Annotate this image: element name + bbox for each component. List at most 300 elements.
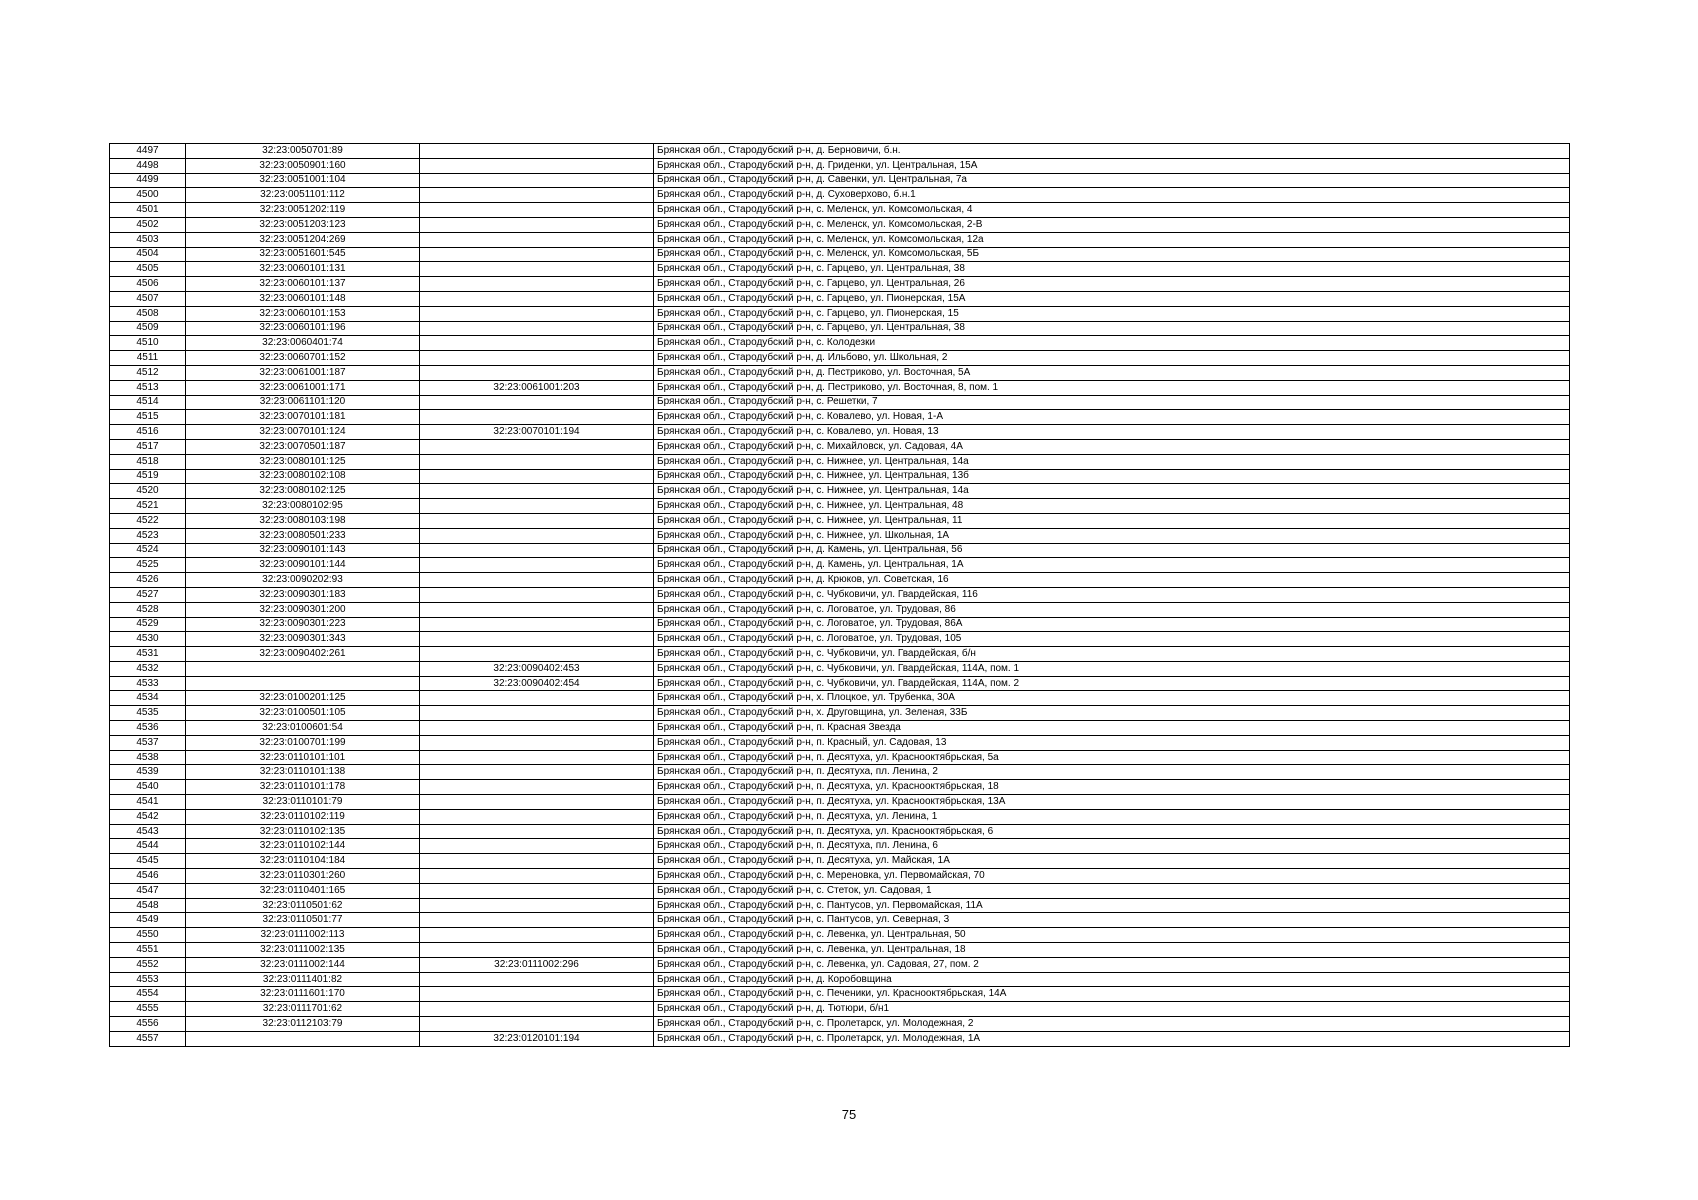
address-cell: Брянская обл., Стародубский р-н, х. Плоцкое, ул. Трубенка, 30А	[654, 691, 1570, 706]
cadastral-number-cell: 32:23:0060701:152	[186, 351, 420, 366]
address-cell: Брянская обл., Стародубский р-н, с. Чубковичи, ул. Гвардейская, б/н	[654, 647, 1570, 662]
sub-object-number-cell	[420, 543, 654, 558]
address-cell: Брянская обл., Стародубский р-н, с. Нижнее, ул. Центральная, 13б	[654, 469, 1570, 484]
row-number-cell: 4517	[110, 439, 186, 454]
address-cell: Брянская обл., Стародубский р-н, с. Печеники, ул. Краснооктябрьская, 14А	[654, 987, 1570, 1002]
table-row	[110, 602, 1570, 617]
sub-object-number-cell	[420, 321, 654, 336]
sub-object-number-cell	[420, 173, 654, 188]
sub-object-number-cell	[420, 351, 654, 366]
row-number-cell: 4528	[110, 602, 186, 617]
sub-object-number-cell	[420, 691, 654, 706]
sub-object-number-cell	[420, 1017, 654, 1032]
cadastral-number-cell: 32:23:0110102:135	[186, 824, 420, 839]
row-number-cell: 4531	[110, 647, 186, 662]
cadastral-number-cell: 32:23:0090202:93	[186, 573, 420, 588]
cadastral-number-cell: 32:23:0051001:104	[186, 173, 420, 188]
row-number-cell: 4544	[110, 839, 186, 854]
table-row	[110, 306, 1570, 321]
table-row	[110, 454, 1570, 469]
sub-object-number-cell	[420, 499, 654, 514]
table-row	[110, 573, 1570, 588]
sub-object-number-cell	[420, 972, 654, 987]
cadastral-number-cell: 32:23:0051202:119	[186, 203, 420, 218]
address-cell: Брянская обл., Стародубский р-н, с. Нижнее, ул. Центральная, 11	[654, 513, 1570, 528]
cadastral-number-cell: 32:23:0110101:178	[186, 780, 420, 795]
row-number-cell: 4540	[110, 780, 186, 795]
row-number-cell: 4538	[110, 750, 186, 765]
cadastral-number-cell: 32:23:0080102:125	[186, 484, 420, 499]
address-cell: Брянская обл., Стародубский р-н, п. Десятуха, ул. Краснооктябрьская, 13А	[654, 795, 1570, 810]
cadastral-number-cell: 32:23:0110301:260	[186, 869, 420, 884]
sub-object-number-cell: 32:23:0090402:454	[420, 676, 654, 691]
table-row	[110, 676, 1570, 691]
sub-object-number-cell	[420, 158, 654, 173]
cadastral-number-cell: 32:23:0050701:89	[186, 144, 420, 159]
address-cell: Брянская обл., Стародубский р-н, с. Гарцево, ул. Пионерская, 15А	[654, 291, 1570, 306]
table-row	[110, 425, 1570, 440]
table-row	[110, 869, 1570, 884]
sub-object-number-cell	[420, 780, 654, 795]
cadastral-number-cell: 32:23:0110501:77	[186, 913, 420, 928]
cadastral-number-cell: 32:23:0111401:82	[186, 972, 420, 987]
address-cell: Брянская обл., Стародубский р-н, д. Савенки, ул. Центральная, 7а	[654, 173, 1570, 188]
row-number-cell: 4556	[110, 1017, 186, 1032]
table-row	[110, 928, 1570, 943]
sub-object-number-cell	[420, 188, 654, 203]
table-row	[110, 765, 1570, 780]
table-row	[110, 188, 1570, 203]
address-cell: Брянская обл., Стародубский р-н, п. Десятуха, ул. Краснооктябрьская, 6	[654, 824, 1570, 839]
sub-object-number-cell	[420, 144, 654, 159]
sub-object-number-cell	[420, 247, 654, 262]
cadastral-number-cell: 32:23:0051204:269	[186, 232, 420, 247]
cadastral-number-cell: 32:23:0060101:153	[186, 306, 420, 321]
row-number-cell: 4534	[110, 691, 186, 706]
address-cell: Брянская обл., Стародубский р-н, с. Левенка, ул. Центральная, 18	[654, 943, 1570, 958]
sub-object-number-cell	[420, 824, 654, 839]
table-row	[110, 395, 1570, 410]
sub-object-number-cell	[420, 336, 654, 351]
cadastral-number-cell: 32:23:0110104:184	[186, 854, 420, 869]
sub-object-number-cell: 32:23:0070101:194	[420, 425, 654, 440]
sub-object-number-cell	[420, 735, 654, 750]
row-number-cell: 4548	[110, 898, 186, 913]
address-cell: Брянская обл., Стародубский р-н, с. Гарцево, ул. Пионерская, 15	[654, 306, 1570, 321]
address-cell: Брянская обл., Стародубский р-н, с. Нижнее, ул. Центральная, 14а	[654, 484, 1570, 499]
address-cell: Брянская обл., Стародубский р-н, с. Пантусов, ул. Первомайская, 11А	[654, 898, 1570, 913]
table-row	[110, 839, 1570, 854]
registry-body	[110, 144, 1570, 1047]
sub-object-number-cell	[420, 913, 654, 928]
sub-object-number-cell	[420, 647, 654, 662]
address-cell: Брянская обл., Стародубский р-н, д. Пестриково, ул. Восточная, 8, пом. 1	[654, 380, 1570, 395]
row-number-cell: 4502	[110, 217, 186, 232]
row-number-cell: 4547	[110, 883, 186, 898]
table-row	[110, 735, 1570, 750]
address-cell: Брянская обл., Стародубский р-н, д. Суховерхово, б.н.1	[654, 188, 1570, 203]
sub-object-number-cell	[420, 928, 654, 943]
sub-object-number-cell	[420, 484, 654, 499]
cadastral-number-cell: 32:23:0111002:135	[186, 943, 420, 958]
table-row	[110, 854, 1570, 869]
table-row	[110, 484, 1570, 499]
cadastral-number-cell: 32:23:0061101:120	[186, 395, 420, 410]
cadastral-number-cell: 32:23:0090301:343	[186, 632, 420, 647]
row-number-cell: 4537	[110, 735, 186, 750]
cadastral-number-cell	[186, 676, 420, 691]
sub-object-number-cell	[420, 291, 654, 306]
address-cell: Брянская обл., Стародубский р-н, п. Десятуха, ул. Майская, 1А	[654, 854, 1570, 869]
row-number-cell: 4520	[110, 484, 186, 499]
sub-object-number-cell	[420, 750, 654, 765]
cadastral-number-cell: 32:23:0100501:105	[186, 706, 420, 721]
row-number-cell: 4527	[110, 587, 186, 602]
page-number: 75	[841, 1107, 857, 1122]
table-row	[110, 499, 1570, 514]
address-cell: Брянская обл., Стародубский р-н, с. Чубковичи, ул. Гвардейская, 114А, пом. 2	[654, 676, 1570, 691]
sub-object-number-cell	[420, 706, 654, 721]
cadastral-number-cell: 32:23:0060101:196	[186, 321, 420, 336]
row-number-cell: 4545	[110, 854, 186, 869]
address-cell: Брянская обл., Стародубский р-н, с. Чубковичи, ул. Гвардейская, 116	[654, 587, 1570, 602]
table-row	[110, 410, 1570, 425]
sub-object-number-cell	[420, 528, 654, 543]
row-number-cell: 4553	[110, 972, 186, 987]
row-number-cell: 4518	[110, 454, 186, 469]
row-number-cell: 4542	[110, 809, 186, 824]
cadastral-number-cell: 32:23:0070501:187	[186, 439, 420, 454]
row-number-cell: 4504	[110, 247, 186, 262]
cadastral-number-cell: 32:23:0061001:171	[186, 380, 420, 395]
address-cell: Брянская обл., Стародубский р-н, д. Коробовщина	[654, 972, 1570, 987]
row-number-cell: 4536	[110, 721, 186, 736]
table-row	[110, 558, 1570, 573]
table-row	[110, 795, 1570, 810]
table-row	[110, 247, 1570, 262]
row-number-cell: 4516	[110, 425, 186, 440]
row-number-cell: 4503	[110, 232, 186, 247]
row-number-cell: 4521	[110, 499, 186, 514]
sub-object-number-cell	[420, 617, 654, 632]
address-cell: Брянская обл., Стародубский р-н, с. Решетки, 7	[654, 395, 1570, 410]
cadastral-number-cell: 32:23:0080102:108	[186, 469, 420, 484]
address-cell: Брянская обл., Стародубский р-н, с. Нижнее, ул. Центральная, 48	[654, 499, 1570, 514]
table-row	[110, 987, 1570, 1002]
cadastral-number-cell: 32:23:0090101:144	[186, 558, 420, 573]
table-row	[110, 972, 1570, 987]
table-row	[110, 513, 1570, 528]
table-row	[110, 439, 1570, 454]
row-number-cell: 4546	[110, 869, 186, 884]
table-row	[110, 706, 1570, 721]
row-number-cell: 4539	[110, 765, 186, 780]
cadastral-number-cell: 32:23:0110101:138	[186, 765, 420, 780]
address-cell: Брянская обл., Стародубский р-н, с. Ковалево, ул. Новая, 1-А	[654, 410, 1570, 425]
table-row	[110, 647, 1570, 662]
row-number-cell: 4526	[110, 573, 186, 588]
table-row	[110, 1002, 1570, 1017]
address-cell: Брянская обл., Стародубский р-н, д. Гриденки, ул. Центральная, 15А	[654, 158, 1570, 173]
table-row	[110, 321, 1570, 336]
cadastral-number-cell: 32:23:0051203:123	[186, 217, 420, 232]
row-number-cell: 4515	[110, 410, 186, 425]
cadastral-number-cell	[186, 1031, 420, 1046]
cadastral-number-cell	[186, 661, 420, 676]
address-cell: Брянская обл., Стародубский р-н, с. Гарцево, ул. Центральная, 26	[654, 277, 1570, 292]
row-number-cell: 4522	[110, 513, 186, 528]
sub-object-number-cell	[420, 410, 654, 425]
sub-object-number-cell	[420, 395, 654, 410]
row-number-cell: 4514	[110, 395, 186, 410]
cadastral-number-cell: 32:23:0070101:181	[186, 410, 420, 425]
table-row	[110, 232, 1570, 247]
address-cell: Брянская обл., Стародубский р-н, с. Левенка, ул. Центральная, 50	[654, 928, 1570, 943]
table-row	[110, 721, 1570, 736]
cadastral-number-cell: 32:23:0061001:187	[186, 365, 420, 380]
table-row	[110, 217, 1570, 232]
row-number-cell: 4501	[110, 203, 186, 218]
table-row	[110, 365, 1570, 380]
cadastral-number-cell: 32:23:0060101:148	[186, 291, 420, 306]
table-row	[110, 469, 1570, 484]
cadastral-number-cell: 32:23:0080103:198	[186, 513, 420, 528]
address-cell: Брянская обл., Стародубский р-н, с. Мереновка, ул. Первомайская, 70	[654, 869, 1570, 884]
sub-object-number-cell	[420, 262, 654, 277]
cadastral-number-cell: 32:23:0110101:101	[186, 750, 420, 765]
address-cell: Брянская обл., Стародубский р-н, с. Пролетарск, ул. Молодежная, 2	[654, 1017, 1570, 1032]
cadastral-number-cell: 32:23:0100201:125	[186, 691, 420, 706]
table-row	[110, 809, 1570, 824]
row-number-cell: 4509	[110, 321, 186, 336]
table-row	[110, 661, 1570, 676]
address-cell: Брянская обл., Стародубский р-н, с. Логоватое, ул. Трудовая, 105	[654, 632, 1570, 647]
row-number-cell: 4530	[110, 632, 186, 647]
address-cell: Брянская обл., Стародубский р-н, д. Тютюри, б/н1	[654, 1002, 1570, 1017]
address-cell: Брянская обл., Стародубский р-н, с. Гарцево, ул. Центральная, 38	[654, 321, 1570, 336]
table-row	[110, 883, 1570, 898]
cadastral-number-cell: 32:23:0080501:233	[186, 528, 420, 543]
cadastral-number-cell: 32:23:0100601:54	[186, 721, 420, 736]
table-row	[110, 262, 1570, 277]
address-cell: Брянская обл., Стародубский р-н, с. Нижнее, ул. Центральная, 14а	[654, 454, 1570, 469]
table-row	[110, 957, 1570, 972]
cadastral-number-cell: 32:23:0070101:124	[186, 425, 420, 440]
address-cell: Брянская обл., Стародубский р-н, с. Ковалево, ул. Новая, 13	[654, 425, 1570, 440]
address-cell: Брянская обл., Стародубский р-н, с. Меленск, ул. Комсомольская, 2-В	[654, 217, 1570, 232]
address-cell: Брянская обл., Стародубский р-н, с. Колодезки	[654, 336, 1570, 351]
address-cell: Брянская обл., Стародубский р-н, с. Стеток, ул. Садовая, 1	[654, 883, 1570, 898]
cadastral-number-cell: 32:23:0090301:200	[186, 602, 420, 617]
row-number-cell: 4498	[110, 158, 186, 173]
row-number-cell: 4500	[110, 188, 186, 203]
table-row	[110, 780, 1570, 795]
cadastral-number-cell: 32:23:0110102:144	[186, 839, 420, 854]
sub-object-number-cell	[420, 203, 654, 218]
sub-object-number-cell	[420, 809, 654, 824]
row-number-cell: 4507	[110, 291, 186, 306]
row-number-cell: 4532	[110, 661, 186, 676]
address-cell: Брянская обл., Стародубский р-н, с. Логоватое, ул. Трудовая, 86А	[654, 617, 1570, 632]
row-number-cell: 4519	[110, 469, 186, 484]
cadastral-number-cell: 32:23:0060101:137	[186, 277, 420, 292]
cadastral-number-cell: 32:23:0090402:261	[186, 647, 420, 662]
sub-object-number-cell	[420, 587, 654, 602]
address-cell: Брянская обл., Стародубский р-н, с. Чубковичи, ул. Гвардейская, 114А, пом. 1	[654, 661, 1570, 676]
cadastral-number-cell: 32:23:0112103:79	[186, 1017, 420, 1032]
cadastral-number-cell: 32:23:0111601:170	[186, 987, 420, 1002]
address-cell: Брянская обл., Стародубский р-н, д. Крюков, ул. Советская, 16	[654, 573, 1570, 588]
sub-object-number-cell: 32:23:0120101:194	[420, 1031, 654, 1046]
row-number-cell: 4508	[110, 306, 186, 321]
address-cell: Брянская обл., Стародубский р-н, п. Красная Звезда	[654, 721, 1570, 736]
address-cell: Брянская обл., Стародубский р-н, х. Друговщина, ул. Зеленая, 33Б	[654, 706, 1570, 721]
cadastral-number-cell: 32:23:0090301:183	[186, 587, 420, 602]
table-row	[110, 543, 1570, 558]
row-number-cell: 4549	[110, 913, 186, 928]
sub-object-number-cell	[420, 513, 654, 528]
address-cell: Брянская обл., Стародубский р-н, п. Десятуха, ул. Краснооктябрьская, 18	[654, 780, 1570, 795]
table-row	[110, 144, 1570, 159]
table-row	[110, 528, 1570, 543]
table-row	[110, 173, 1570, 188]
sub-object-number-cell	[420, 306, 654, 321]
cadastral-number-cell: 32:23:0090301:223	[186, 617, 420, 632]
row-number-cell: 4555	[110, 1002, 186, 1017]
table-row	[110, 277, 1570, 292]
sub-object-number-cell: 32:23:0061001:203	[420, 380, 654, 395]
table-row	[110, 691, 1570, 706]
sub-object-number-cell	[420, 765, 654, 780]
table-row	[110, 1031, 1570, 1046]
table-row	[110, 824, 1570, 839]
address-cell: Брянская обл., Стародубский р-н, с. Левенка, ул. Садовая, 27, пом. 2	[654, 957, 1570, 972]
sub-object-number-cell	[420, 869, 654, 884]
address-cell: Брянская обл., Стародубский р-н, с. Меленск, ул. Комсомольская, 4	[654, 203, 1570, 218]
address-cell: Брянская обл., Стародубский р-н, п. Десятуха, ул. Ленина, 1	[654, 809, 1570, 824]
table-row	[110, 158, 1570, 173]
row-number-cell: 4499	[110, 173, 186, 188]
address-cell: Брянская обл., Стародубский р-н, с. Нижнее, ул. Школьная, 1А	[654, 528, 1570, 543]
row-number-cell: 4552	[110, 957, 186, 972]
sub-object-number-cell	[420, 232, 654, 247]
sub-object-number-cell	[420, 898, 654, 913]
row-number-cell: 4512	[110, 365, 186, 380]
sub-object-number-cell	[420, 439, 654, 454]
address-cell: Брянская обл., Стародубский р-н, с. Логоватое, ул. Трудовая, 86	[654, 602, 1570, 617]
table-row	[110, 380, 1570, 395]
table-row	[110, 587, 1570, 602]
address-cell: Брянская обл., Стародубский р-н, с. Меленск, ул. Комсомольская, 12а	[654, 232, 1570, 247]
address-cell: Брянская обл., Стародубский р-н, с. Гарцево, ул. Центральная, 38	[654, 262, 1570, 277]
cadastral-number-cell: 32:23:0090101:143	[186, 543, 420, 558]
row-number-cell: 4513	[110, 380, 186, 395]
sub-object-number-cell	[420, 883, 654, 898]
row-number-cell: 4505	[110, 262, 186, 277]
address-cell: Брянская обл., Стародубский р-н, с. Пролетарск, ул. Молодежная, 1А	[654, 1031, 1570, 1046]
sub-object-number-cell	[420, 217, 654, 232]
cadastral-number-cell: 32:23:0051101:112	[186, 188, 420, 203]
table-row	[110, 898, 1570, 913]
address-cell: Брянская обл., Стародубский р-н, д. Камень, ул. Центральная, 1А	[654, 558, 1570, 573]
address-cell: Брянская обл., Стародубский р-н, с. Пантусов, ул. Северная, 3	[654, 913, 1570, 928]
sub-object-number-cell	[420, 721, 654, 736]
cadastral-number-cell: 32:23:0110401:165	[186, 883, 420, 898]
cadastral-number-cell: 32:23:0111002:144	[186, 957, 420, 972]
row-number-cell: 4543	[110, 824, 186, 839]
registry-table	[109, 143, 1570, 1047]
address-cell: Брянская обл., Стародубский р-н, п. Красный, ул. Садовая, 13	[654, 735, 1570, 750]
sub-object-number-cell	[420, 558, 654, 573]
row-number-cell: 4550	[110, 928, 186, 943]
sub-object-number-cell	[420, 602, 654, 617]
row-number-cell: 4535	[110, 706, 186, 721]
cadastral-number-cell: 32:23:0060101:131	[186, 262, 420, 277]
row-number-cell: 4533	[110, 676, 186, 691]
row-number-cell: 4523	[110, 528, 186, 543]
row-number-cell: 4554	[110, 987, 186, 1002]
address-cell: Брянская обл., Стародубский р-н, д. Пестриково, ул. Восточная, 5А	[654, 365, 1570, 380]
address-cell: Брянская обл., Стародубский р-н, с. Меленск, ул. Комсомольская, 5Б	[654, 247, 1570, 262]
row-number-cell: 4525	[110, 558, 186, 573]
sub-object-number-cell	[420, 839, 654, 854]
cadastral-number-cell: 32:23:0111002:113	[186, 928, 420, 943]
table-row	[110, 351, 1570, 366]
row-number-cell: 4557	[110, 1031, 186, 1046]
address-cell: Брянская обл., Стародубский р-н, п. Десятуха, ул. Краснооктябрьская, 5а	[654, 750, 1570, 765]
table-row	[110, 291, 1570, 306]
address-cell: Брянская обл., Стародубский р-н, п. Десятуха, пл. Ленина, 6	[654, 839, 1570, 854]
sub-object-number-cell	[420, 277, 654, 292]
address-cell: Брянская обл., Стародубский р-н, д. Берновичи, б.н.	[654, 144, 1570, 159]
cadastral-number-cell: 32:23:0050901:160	[186, 158, 420, 173]
row-number-cell: 4529	[110, 617, 186, 632]
address-cell: Брянская обл., Стародубский р-н, п. Десятуха, пл. Ленина, 2	[654, 765, 1570, 780]
cadastral-number-cell: 32:23:0100701:199	[186, 735, 420, 750]
sub-object-number-cell: 32:23:0111002:296	[420, 957, 654, 972]
sub-object-number-cell	[420, 454, 654, 469]
table-row	[110, 632, 1570, 647]
sub-object-number-cell	[420, 632, 654, 647]
sub-object-number-cell	[420, 469, 654, 484]
row-number-cell: 4511	[110, 351, 186, 366]
sub-object-number-cell	[420, 854, 654, 869]
row-number-cell: 4524	[110, 543, 186, 558]
address-cell: Брянская обл., Стародубский р-н, д. Камень, ул. Центральная, 56	[654, 543, 1570, 558]
sub-object-number-cell	[420, 943, 654, 958]
table-row	[110, 913, 1570, 928]
sub-object-number-cell	[420, 795, 654, 810]
row-number-cell: 4510	[110, 336, 186, 351]
table-row	[110, 750, 1570, 765]
address-cell: Брянская обл., Стародубский р-н, д. Ильбово, ул. Школьная, 2	[654, 351, 1570, 366]
cadastral-number-cell: 32:23:0051601:545	[186, 247, 420, 262]
sub-object-number-cell	[420, 1002, 654, 1017]
row-number-cell: 4497	[110, 144, 186, 159]
table-row	[110, 336, 1570, 351]
sub-object-number-cell	[420, 987, 654, 1002]
sub-object-number-cell	[420, 365, 654, 380]
table-row	[110, 617, 1570, 632]
address-cell: Брянская обл., Стародубский р-н, с. Михайловск, ул. Садовая, 4А	[654, 439, 1570, 454]
row-number-cell: 4551	[110, 943, 186, 958]
cadastral-number-cell: 32:23:0110101:79	[186, 795, 420, 810]
cadastral-number-cell: 32:23:0060401:74	[186, 336, 420, 351]
cadastral-number-cell: 32:23:0111701:62	[186, 1002, 420, 1017]
cadastral-number-cell: 32:23:0110501:62	[186, 898, 420, 913]
row-number-cell: 4506	[110, 277, 186, 292]
table-row	[110, 943, 1570, 958]
